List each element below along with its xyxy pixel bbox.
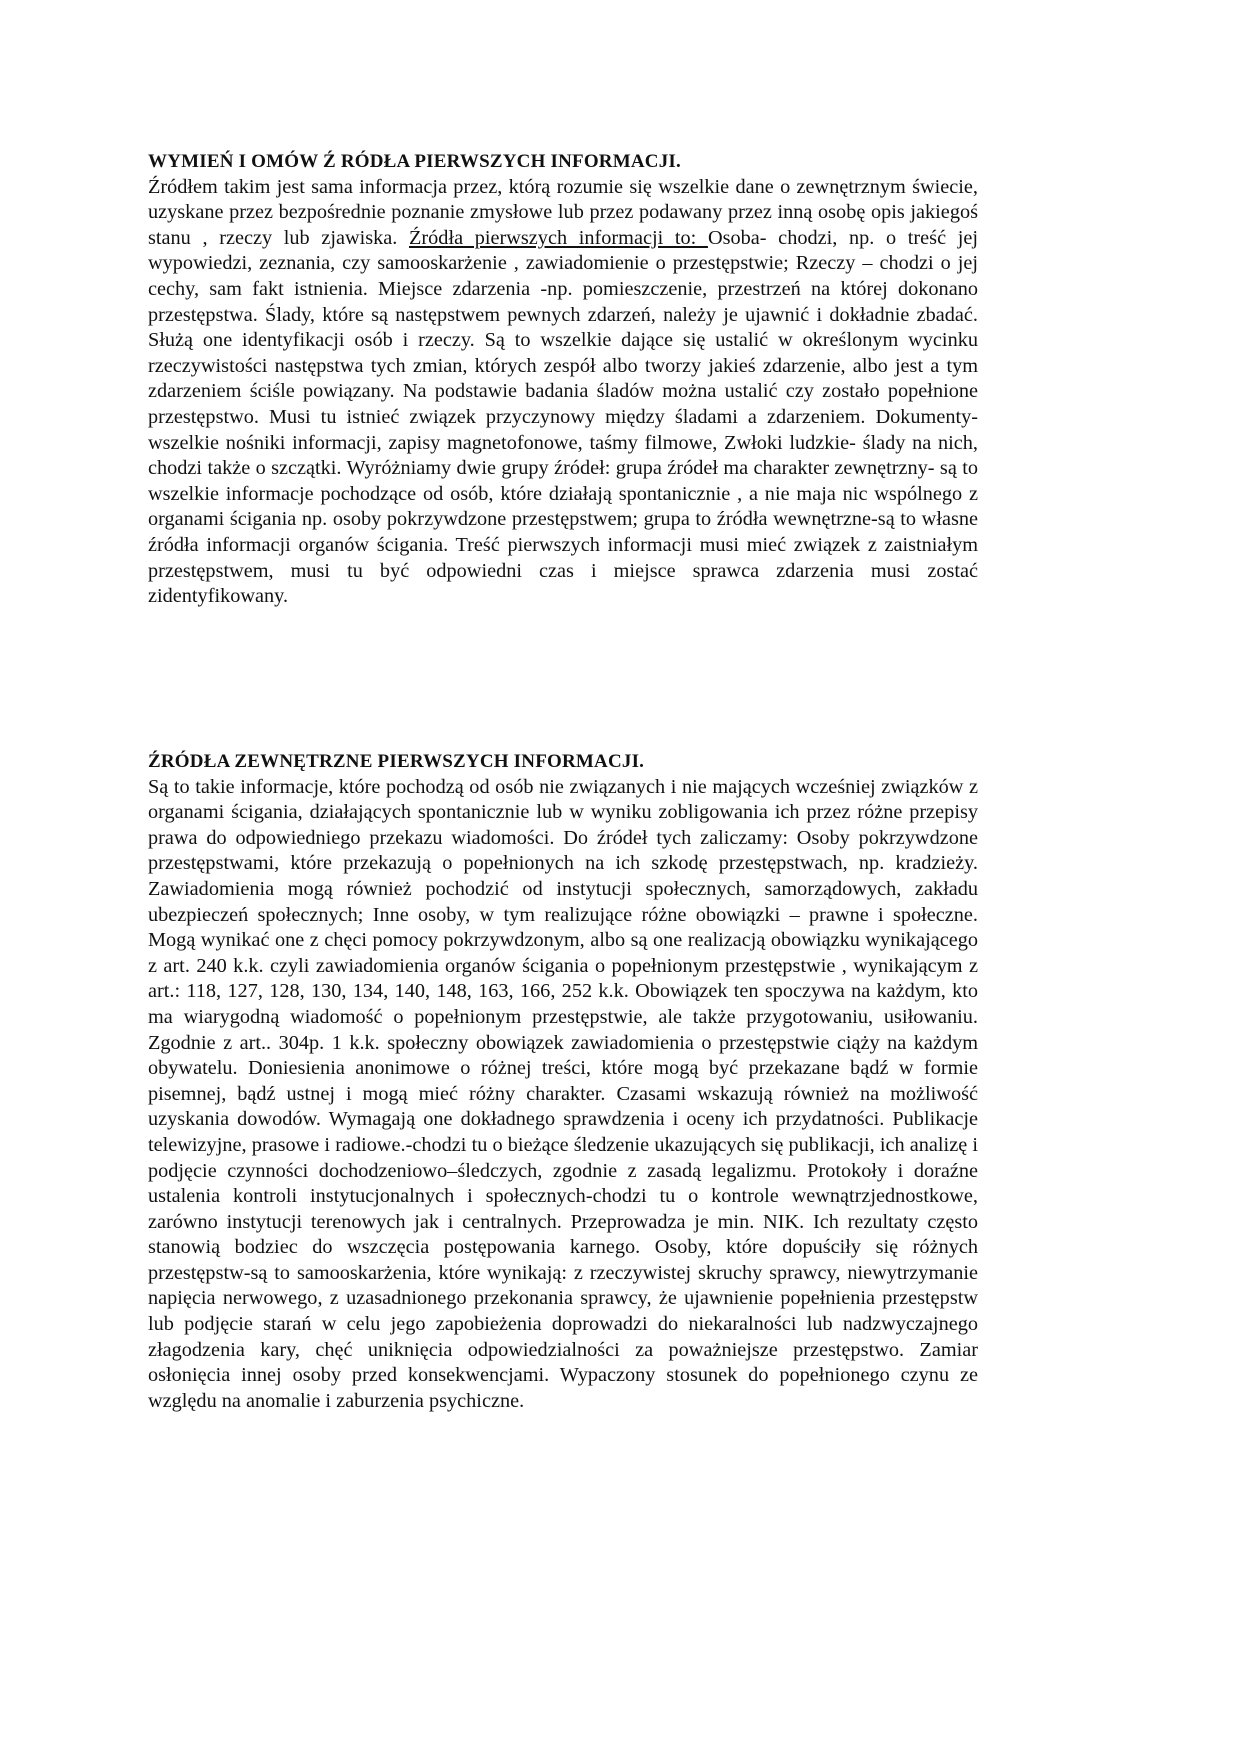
section-1-text-intro: Źródłem takim jest sama informacja przez, którą rozumie się wszelkie dane o zewnętrznym świecie, uzyskane przez bezpośrednie poznanie zmysłowe lub przez podawany przez inną osobę opis jakiegoś stanu , rzeczy lub zjawiska. (148, 175, 978, 249)
document-page (148, 149, 978, 610)
section-1-heading: WYMIEŃ I OMÓW Ź RÓDŁA PIERWSZYCH INFORMACJI. (148, 151, 681, 172)
section-2-heading: ŹRÓDŁA ZEWNĘTRZNE PIERWSZYCH INFORMACJI. (148, 751, 645, 772)
section-1-underlined-phrase: Źródła pierwszych informacji to: (409, 226, 708, 249)
section-2-paragraph: Są to takie informacje, które pochodzą od osób nie związanych i nie mających wcześniej związków z organami ścigania, działających spontanicznie lub w wyniku zobligowania ich przez różne przepisy prawa do odpowiedniego przekazu wiadomości. Do źródeł tych zaliczamy: Osoby pokrzywdzone przestępstwami, które przekazują o popełnionych na ich szkodę przestępstwach, np. kradzieży. Zawiadomienia mogą również pochodzić od instytucji społecznych, samorządowych, zakładu ubezpieczeń społecznych; Inne osoby, w tym realizujące różne obowiązki – prawne i społeczne. Mogą wynikać one z chęci pomocy pokrzywdzonym, albo są one realizacją obowiązku wynikającego z art. 240 k.k. czyli zawiadomienia organów ścigania o popełnionym przestępstwie , wynikającym z art.: 118, 127, 128, 130, 134, 140, 148, 163, 166, 252 k.k. Obowiązek ten spoczywa na każdym, kto ma wiarygodną wiadomość o popełnionym przestępstwie, ale także przygotowaniu, usiłowaniu. Zgodnie z art.. 304p. 1 k.k. społeczny obowiązek zawiadomienia o przestępstwie ciąży na każdym obywatelu. Doniesienia anonimowe o różnej treści, które mogą być przekazane bądź w formie pisemnej, bądź ustnej i mogą mieć różny charakter. Czasami wskazują również na możliwość uzyskania dowodów. Wymagają one dokładnego sprawdzenia i oceny ich przydatności. Publikacje telewizyjne, prasowe i radiowe.-chodzi tu o bieżące śledzenie ukazujących się publikacji, ich analizę i podjęcie czynności dochodzeniowo–śledczych, zgodnie z zasadą legalizmu. Protokoły i doraźne ustalenia kontroli instytucjonalnych i społecznych-chodzi tu o kontrole wewnątrzjednostkowe, zarówno instytucji terenowych jak i centralnych. Przeprowadza je min. NIK. Ich rezultaty często stanowią bodziec do wszczęcia postępowania karnego. Osoby, które dopuściły się różnych przestępstw-są to samooskarżenia, które wynikają: z rzeczywistej skruchy sprawcy, niewytrzymanie napięcia nerwowego, z uzasadnionego przekonania sprawcy, że ujawnienie popełnienia przestępstw lub podjęcie starań w celu jego zapobieżenia doprowadzi do niekaralności lub nadzwyczajnego złagodzenia kary, chęć uniknięcia odpowiedzialności za poważniejsze przestępstwo. Zamiar osłonięcia innej osoby przed konsekwencjami. Wypaczony stosunek do popełnionego czynu ze względu na anomalie i zaburzenia psychiczne. (148, 775, 978, 1412)
section-sources-of-first-information (148, 149, 978, 610)
section-1-paragraph (148, 175, 978, 610)
section-external-sources (148, 749, 978, 1414)
section-1-text-list: Osoba- chodzi, np. o treść jej wypowiedzi, zeznania, czy samooskarżenie , zawiadomienie o przestępstwie; Rzeczy – chodzi o jej cechy, sam fakt istnienia. Miejsce zdarzenia -np. pomieszczenie, przestrzeń na której dokonano przestępstwa. Ślady, które są następstwem pewnych zdarzeń, należy je ujawnić i dokładnie zbadać. Służą one identyfikacji osób i rzeczy. Są to wszelkie dające się ustalić w określonym wycinku rzeczywistości następstwa tych zmian, których zespół albo tworzy jakieś zdarzenie, albo jest a tym zdarzeniem ściśle powiązany. Na podstawie badania śladów można ustalić czy zostało popełnione przestępstwo. Musi tu istnieć związek przyczynowy między śladami a zdarzeniem. Dokumenty- wszelkie nośniki informacji, zapisy magnetofonowe, taśmy filmowe, Zwłoki ludzkie- ślady na nich, chodzi także o szczątki. Wyróżniamy dwie grupy źródeł: grupa źródeł ma charakter zewnętrzny- są to wszelkie informacje pochodzące od osób, które działają spontanicznie , a nie maja nic wspólnego z organami ścigania np. osoby pokrzywdzone przestępstwem; grupa to źródła wewnętrzne-są to własne źródła informacji organów ścigania. Treść pierwszych informacji musi mieć związek z zaistniałym przestępstwem, musi tu być odpowiedni czas i miejsce sprawca zdarzenia musi zostać zidentyfikowany. (148, 226, 978, 608)
